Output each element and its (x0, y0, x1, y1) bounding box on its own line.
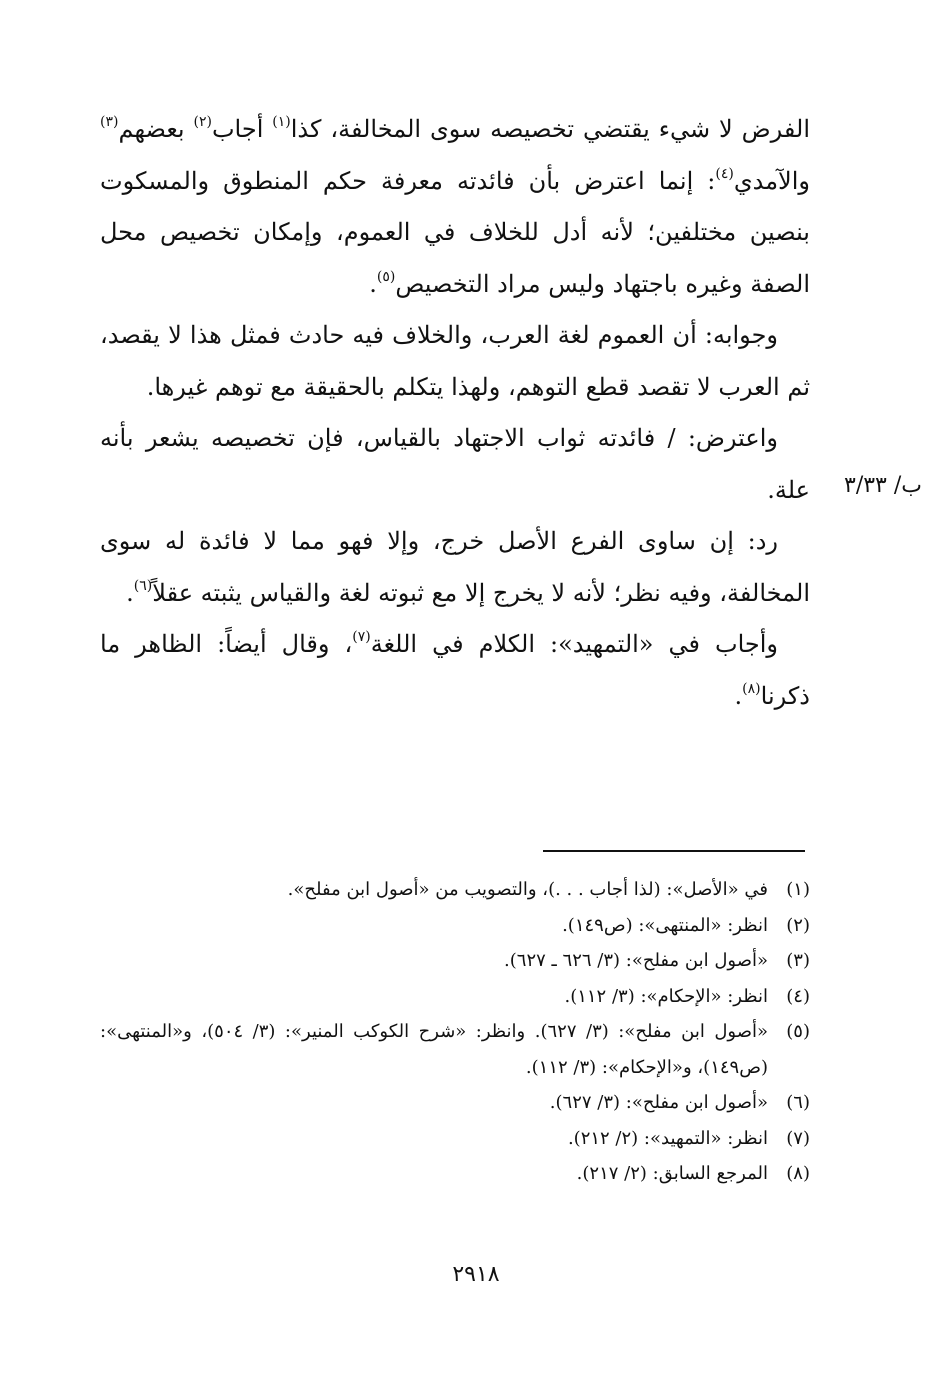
text-segment: . (369, 269, 377, 298)
footnote-number: (٨) (786, 1163, 810, 1184)
text-segment: . (126, 578, 134, 607)
footnote-3 (100, 943, 810, 979)
text-segment: وأجاب في «التمهيد»: الكلام في اللغة (370, 630, 778, 658)
footnote-ref-2: (٢) (193, 114, 212, 130)
footnote-number: (٣) (786, 950, 810, 971)
footnote-text: المرجع السابق: (٢/ ٢١٧). (576, 1163, 768, 1184)
footnote-separator (543, 850, 805, 852)
paragraph-1 (100, 104, 810, 310)
footnote-2 (100, 908, 810, 944)
footnote-1 (100, 872, 810, 908)
footnotes (100, 872, 810, 1192)
footnote-number: (١) (786, 879, 810, 900)
manuscript-folio-marker: ب/ ٣/٣٣ (844, 473, 922, 498)
footnote-text: «أصول ابن مفلح»: (٣/ ٦٢٧). وانظر: «شرح الكوكب المنير»: (٣/ ٥٠٤)، و«المنتهى»: (ص١٤٩)، و«الإحكام»: (٣/ ١١٢). (100, 1021, 769, 1078)
text-segment: ، وقال أيضاً: الظاهر ما ذكرنا (100, 630, 810, 710)
text-segment: والآمدي (733, 166, 810, 195)
footnote-number: (٢) (786, 914, 810, 936)
footnote-ref-8: (٨) (742, 680, 761, 697)
footnote-ref-1: (١) (272, 114, 291, 130)
text-segment: : إنما اعترض بأن فائدته معرفة حكم المنطوق والمسكوت بنصين مختلفين؛ لأنه أدل للخلاف في العموم، وإمكان تخصيص محل الصفة وغيره باجتهاد وليس مراد التخصيص (100, 166, 810, 298)
footnote-ref-6: (٦) (133, 577, 153, 594)
footnote-ref-3: (٣) (100, 114, 119, 130)
paragraph-2: وجوابه: أن العموم لغة العرب، والخلاف فيه حادث فمثل هذا لا يقصد، ثم العرب لا تقصد قطع التوهم، ولهذا يتكلم بالحقيقة مع توهم غيرها. (100, 321, 810, 401)
footnote-ref-7: (٧) (352, 629, 371, 645)
footnote-7 (100, 1121, 810, 1157)
paragraph-4 (100, 516, 810, 619)
footnote-number: (٤) (786, 985, 810, 1007)
text-segment: بعضهم (118, 115, 194, 143)
footnote-text: انظر: «الإحكام»: (٣/ ١١٢). (564, 985, 768, 1007)
text-segment: . (734, 681, 743, 710)
paragraph-5 (100, 619, 810, 722)
main-text (100, 104, 810, 722)
text-segment: رد: إن ساوى الفرع الأصل خرج، وإلا فهو مما لا فائدة له سوى المخالفة، وفيه نظر؛ لأنه لا يخرج إلا مع ثبوته لغة والقياس يثبته عقلاً (100, 527, 810, 607)
footnote-text: في «الأصل»: (لذا أجاب . . .)، والتصويب من «أصول ابن مفلح». (287, 879, 768, 900)
page-number: ٢٩١٨ (452, 1262, 500, 1287)
footnote-number: (٦) (786, 1092, 810, 1113)
text-segment: الفرض لا شيء يقتضي تخصيصه سوى المخالفة، كذا (290, 115, 810, 143)
footnote-4 (100, 979, 810, 1015)
paragraph-3: واعترض: / فائدته ثواب الاجتهاد بالقياس، فإن تخصيصه يشعر بأنه علة. (100, 424, 810, 504)
footnote-number: (٥) (786, 1021, 810, 1042)
footnote-ref-4: (٤) (715, 165, 734, 182)
footnote-text: «أصول ابن مفلح»: (٣/ ٦٢٦ ـ ٦٢٧). (504, 950, 768, 971)
footnote-6 (100, 1085, 810, 1121)
text-segment: أجاب (211, 115, 273, 143)
footnote-8 (100, 1156, 810, 1192)
footnote-text: انظر: «المنتهى»: (ص١٤٩). (562, 914, 768, 936)
footnote-ref-5: (٥) (376, 268, 396, 285)
footnote-text: انظر: «التمهيد»: (٢/ ٢١٢). (567, 1127, 768, 1149)
footnote-5 (100, 1014, 810, 1085)
footnote-number: (٧) (786, 1127, 810, 1149)
footnote-text: «أصول ابن مفلح»: (٣/ ٦٢٧). (549, 1092, 768, 1113)
